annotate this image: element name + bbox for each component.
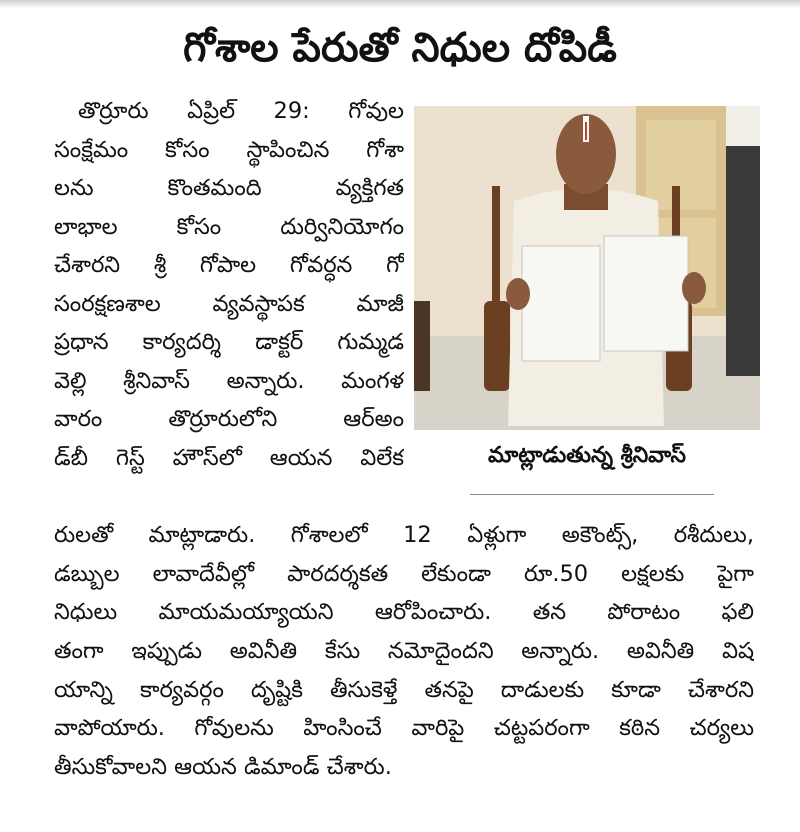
article-photo (414, 106, 760, 430)
body-line: తంగా ఇప్పుడు అవినీతి కేసు నమోదైందని అన్నారు. అవినీతి విష (54, 638, 754, 665)
body-line: చేశారని శ్రీ గోపాల గోవర్ధన గో (54, 252, 404, 278)
body-line: వారం తొర్రూరులోని ఆర్అం (54, 406, 404, 432)
body-line: లాభాల కోసం దుర్వినియోగం (54, 213, 404, 240)
body-line: ప్రధాన కార్యదర్శి డాక్టర్ గుమ్మడ (54, 329, 404, 355)
headline: గోశాల పేరుతో నిధుల దోపిడీ (183, 25, 617, 71)
body-line: వెల్లి శ్రీనివాస్ అన్నారు. మంగళ (54, 367, 404, 394)
previous-article-edge (0, 0, 800, 8)
caption-divider (470, 494, 714, 495)
body-line: డబ్బుల లావాదేవీల్లో పారదర్శకత లేకుండా రూ.50 లక్షలకు పైగా (54, 560, 754, 587)
article-body-full (54, 516, 754, 787)
body-line: సంరక్షణశాల వ్యవస్థాపక మాజీ (54, 290, 404, 317)
body-line: డ్‌బీ గెస్ట్ హౌస్‌లో ఆయన విలేక (54, 444, 404, 471)
body-line: వాపోయారు. గోవులను హింసించే వారిపై చట్టపరంగా కఠిన చర్యలు (54, 715, 754, 742)
body-line: యాన్ని కార్యవర్గం దృష్టికి తీసుకెళ్తే తనపై దాడులకు కూడా చేశారని (54, 676, 754, 703)
article-body-column (54, 92, 404, 477)
body-line: నిధులు మాయమయ్యాయని ఆరోపించారు. తన పోరాటం ఫలి (54, 599, 754, 626)
photo-illustration (414, 106, 760, 430)
body-line: సంక్షేమం కోసం స్థాపించిన గోశా (54, 136, 404, 163)
body-line: లను కొంతమంది వ్యక్తిగత (54, 175, 404, 201)
body-line: తీసుకోవాలని ఆయన డిమాండ్ చేశారు. (54, 754, 392, 781)
body-line: రులతో మాట్లాడారు. గోశాలలో 12 ఏళ్లుగా అకౌంట్స్, రశీదులు, (54, 522, 754, 548)
photo-caption: మాట్లాడుతున్న శ్రీనివాస్ (487, 443, 686, 468)
body-line: తొర్రూరు ఏప్రిల్ 29: గోవుల (78, 98, 404, 124)
